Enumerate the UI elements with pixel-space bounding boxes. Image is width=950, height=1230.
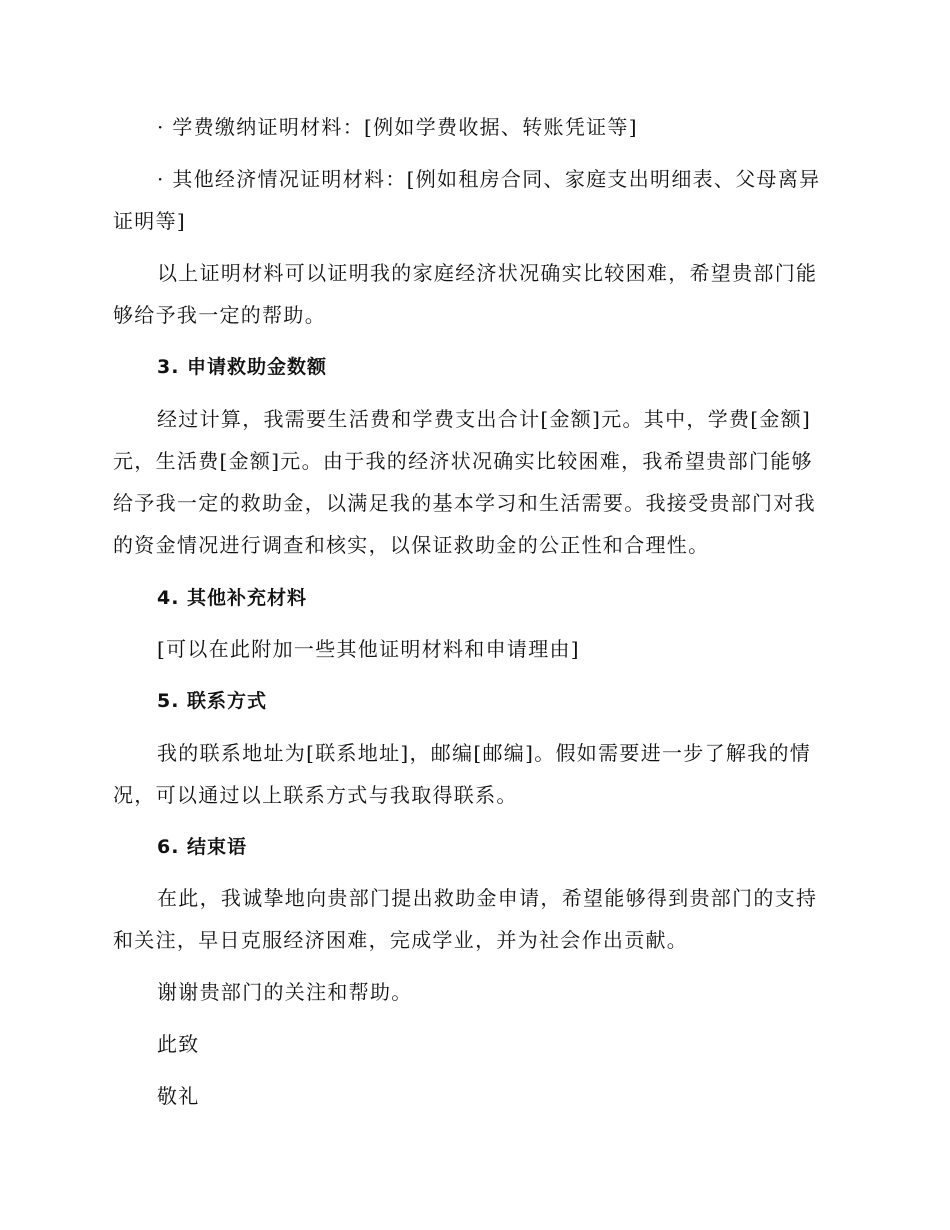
- closing-salutation-2: 敬礼: [157, 1084, 200, 1108]
- section4-line1: [可以在此附加一些其他证明材料和申请理由]: [157, 637, 580, 661]
- summary-line2: 够给予我一定的帮助。: [113, 303, 326, 327]
- bullet-other-proof-line2: 证明等]: [113, 209, 187, 233]
- section5-line1: 我的联系地址为[联系地址]，邮编[邮编]。假如需要进一步了解我的情: [157, 741, 812, 765]
- section6-heading: 6. 结束语: [157, 836, 248, 858]
- closing-thanks: 谢谢贵部门的关注和帮助。: [157, 980, 413, 1004]
- bullet-other-proof-line1: · 其他经济情况证明材料：[例如租房合同、家庭支出明细表、父母离异: [157, 167, 821, 191]
- section3-line1: 经过计算，我需要生活费和学费支出合计[金额]元。其中，学费[金额]: [157, 407, 812, 431]
- section3-heading: 3. 申请救助金数额: [157, 356, 328, 378]
- section3-line4: 的资金情况进行调查和核实，以保证救助金的公正性和合理性。: [113, 533, 710, 557]
- summary-line1: 以上证明材料可以证明我的家庭经济状况确实比较困难，希望贵部门能: [157, 261, 818, 285]
- section5-line2: 况，可以通过以上联系方式与我取得联系。: [113, 783, 518, 807]
- section5-heading: 5. 联系方式: [157, 690, 268, 712]
- bullet-tuition-proof: · 学费缴纳证明材料：[例如学费收据、转账凭证等]: [157, 115, 638, 139]
- closing-salutation-1: 此致: [157, 1032, 200, 1056]
- section3-line3: 给予我一定的救助金，以满足我的基本学习和生活需要。我接受贵部门对我: [113, 491, 816, 515]
- section4-heading: 4. 其他补充材料: [157, 587, 308, 609]
- section3-line2: 元，生活费[金额]元。由于我的经济状况确实比较困难，我希望贵部门能够: [113, 449, 813, 473]
- section6-line1: 在此，我诚挚地向贵部门提出救助金申请，希望能够得到贵部门的支持: [157, 886, 818, 910]
- section6-line2: 和关注，早日克服经济困难，完成学业，并为社会作出贡献。: [113, 928, 689, 952]
